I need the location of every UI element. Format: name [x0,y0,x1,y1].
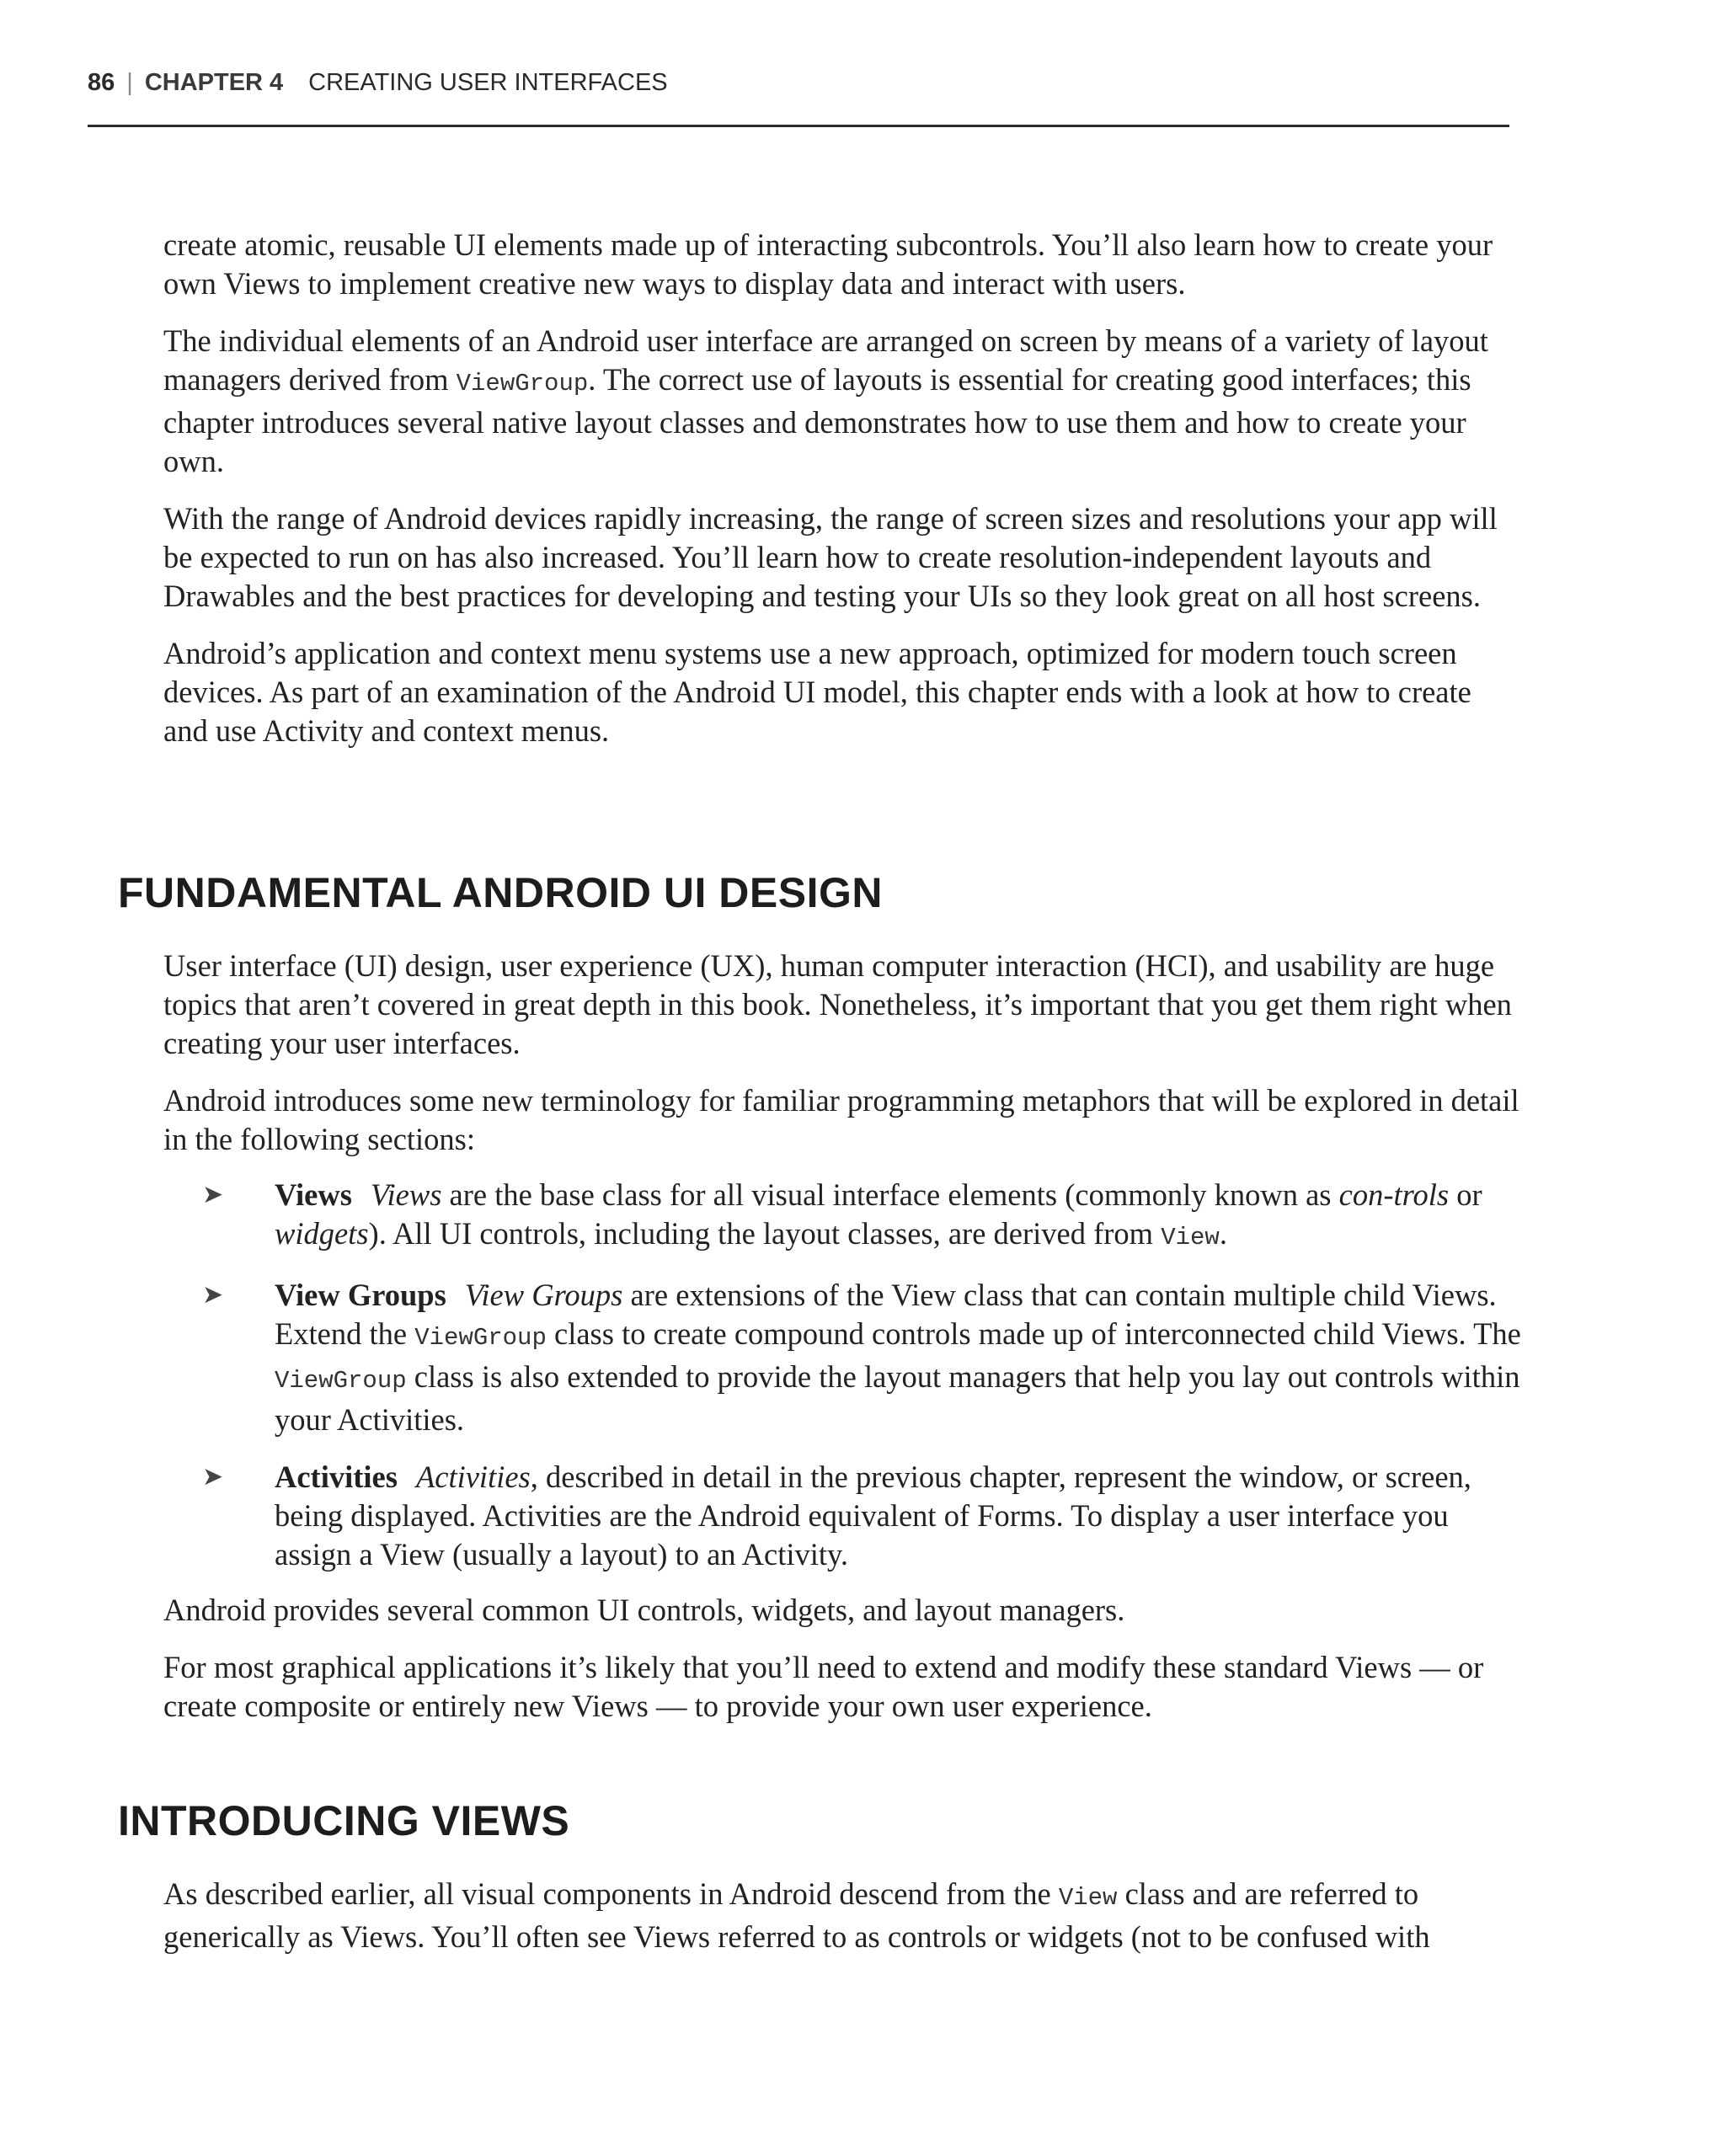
arrow-bullet-icon: ➤ [202,1180,224,1209]
inline-code: ViewGroup [456,370,589,398]
inline-code: View [1161,1224,1220,1251]
header-separator: | [126,69,133,96]
header-rule [88,125,1509,127]
arrow-bullet-icon: ➤ [202,1280,224,1310]
bullet-list [163,1176,1523,1574]
paragraph: User interface (UI) design, user experience (UX), human computer interaction (HCI), and usability are huge topics that aren’t covered in great depth in this book. Nonetheless, it’s important that you get them right when creating your user interfaces. [163,948,1512,1060]
paragraph: With the range of Android devices rapidly increasing, the range of screen sizes and resolutions your app will be expected to run on has also increased. You’ll learn how to create resolution-independent layouts and Drawables and the best practices for developing and testing your UIs so they look great on all host screens. [163,501,1498,613]
list-item: ➤ View Groups View Groups are extensions of the View class that can contain multiple child Views. Extend the ViewGroup class to create compound controls made up of interconnected child Views. The ViewGroup class is also extended to provide the layout managers that help you lay out controls within your Activities. [202,1278,1521,1437]
paragraph: Android introduces some new terminology for familiar programming metaphors that will be explored in detail in the following sections: [163,1083,1519,1156]
intro-text [163,226,1523,750]
inline-code: ViewGroup [275,1367,407,1395]
inline-code: ViewGroup [414,1324,547,1352]
chapter-title: CREATING USER INTERFACES [308,69,668,96]
paragraph: As described earlier, all visual components in Android descend from the View class and are referred to generically as Views. You’ll often see Views referred to as controls or widgets (not to be confused with [163,1876,1430,1954]
list-item: ➤ Activities Activities, described in detail in the previous chapter, represent the window, or screen, being displayed. Activities are the Android equivalent of Forms. To display a user interface you assign a View (usually a layout) to an Activity. [202,1460,1471,1572]
paragraph: For most graphical applications it’s likely that you’ll need to extend and modify these standard Views — or create composite or entirely new Views — to provide your own user experience. [163,1650,1484,1723]
paragraph: Android’s application and context menu systems use a new approach, optimized for modern touch screen devices. As part of an examination of the Android UI model, this chapter ends with a look at how to create and use Activity and context menus. [163,636,1471,748]
term: View Groups [275,1278,446,1312]
inline-code: View [1058,1884,1118,1912]
arrow-bullet-icon: ➤ [202,1462,224,1492]
chapter-label: CHAPTER 4 [144,69,284,96]
section-views-body [163,1875,1523,1956]
paragraph: The individual elements of an Android user interface are arranged on screen by means of a variety of layout managers derived from ViewGroup. The correct use of layouts is essential for creating good interfaces; this chapter introduces several native layout classes and demonstrates how to use them and how to create your own. [163,323,1488,478]
term: Activities [275,1460,398,1494]
term: Views [275,1177,352,1212]
section-heading: INTRODUCING VIEWS [118,1797,570,1844]
running-header [88,64,1509,101]
paragraph: Android provides several common UI controls, widgets, and layout managers. [163,1593,1125,1627]
section-heading: FUNDAMENTAL ANDROID UI DESIGN [118,869,884,916]
section-fundamental-body [163,947,1523,1726]
page-number: 86 [88,69,115,96]
paragraph: create atomic, reusable UI elements made up of interacting subcontrols. You’ll also learn how to create your own Views to implement creative new ways to display data and interact with users. [163,227,1493,301]
list-item: ➤ Views Views are the base class for all visual interface elements (commonly known as con-trols or widgets). All UI controls, including the layout classes, are derived from View. [202,1177,1482,1251]
